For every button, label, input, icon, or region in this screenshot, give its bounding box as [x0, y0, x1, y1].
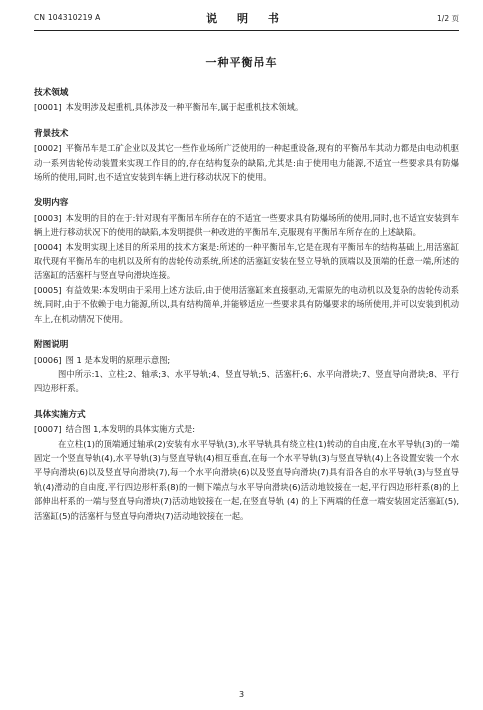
- section-heading-drawings: 附图说明: [34, 340, 69, 351]
- paragraph-0007: [34, 422, 459, 436]
- embodiment-description: 在立柱(1)的顶端通过轴承(2)安装有水平导轨(3),水平导轨具有绕立柱(1)转动的自由度,在水平导轨(3)的一端固定一个竖直导轨(4),水平导轨(3)与竖直导轨(4)相互垂直,在每一个水平导轨(3)与竖直导轨(4)上各设置安装一个水平导向滑块(6)以及竖直导向滑块(7),每一个水平向滑块(6)以及竖直导向滑块(7)具有沿各自的水平导轨(3)与竖直导轨(4)滑动的自由度,平行四边形杆系(8)的一侧下端点与水平导向滑块(6)活动地铰接在一起,平行四边形杆系(8)的上部伸出杆系的一端与竖直导向滑块(7)活动地铰接在一起,在竖直导轨 (4) 的上下两端的任意一端安装固定活塞缸(5),活塞缸(5)的活塞杆与竖直导向滑块(7)活动地铰接在一起。: [34, 438, 459, 521]
- paragraph-0004: [34, 240, 459, 283]
- section-heading-technical-field: 技术领域: [34, 88, 69, 98]
- figure-legend: 图中所示:1、立柱;2、轴承;3、水平导轨;4、竖直导轨;5、活塞杆;6、水平向滑块;7、竖直导向滑块;8、平行四边形杆系。: [34, 368, 459, 394]
- paragraph-0003: [34, 211, 459, 240]
- paragraph-text: 本发明涉及起重机,具体涉及一种平衡吊车,属于起重机技术领域。: [65, 102, 304, 113]
- paragraph-tag: [0005]: [34, 284, 62, 295]
- paragraph-tag: [0004]: [34, 241, 62, 252]
- paragraph-tag: [0003]: [34, 212, 62, 223]
- paragraph-text: 平衡吊车是工矿企业以及其它一些作业场所广泛使用的一种起重设备,现有的平衡吊车其动力都是由电动机驱动一系列齿轮传动装置来实现工作目的的,存在结构复杂的缺陷,尤其是:由于使用电力能源,不适宜一些要求具有防爆场所的使用,同时,也不适宜安装到车辆上进行移动状况下的使用。: [34, 143, 459, 183]
- page-header: [34, 10, 459, 28]
- document-body: [34, 86, 459, 523]
- paragraph-tag: [0001]: [34, 102, 62, 113]
- paragraph-0001: [34, 100, 459, 114]
- paragraph-0005: [34, 283, 459, 326]
- paragraph-text: 有益效果:本发明由于采用上述方法后,由于使用活塞缸来直接驱动,无需原先的电动机以及复杂的齿轮传动系统,同时,由于不依赖于电力能源,所以,具有结构简单,并能够适应一些要求具有防爆要求的场所使用,并可以安装到机动车上,在机动情况下使用。: [34, 284, 459, 324]
- section-heading-summary: 发明内容: [34, 198, 69, 209]
- section-heading-background: 背景技术: [34, 128, 69, 139]
- paragraph-text: 本发明实现上述目的所采用的技术方案是:所述的一种平衡吊车,它是在现有平衡吊车的结构基础上,用活塞缸取代现有平衡吊车的电机以及所有的齿轮传动系统,所述的活塞缸安装在竖立导轨的顶端以及顶端的任意一端,所述的活塞缸的活塞杆与竖直导向滑块连接。: [34, 241, 459, 281]
- paragraph-text: 本发明的目的在于:针对现有平衡吊车所存在的不适宜一些要求具有防爆场所的使用,同时,也不适宜安装到车辆上进行移动状况下的使用的缺陷,本发明提供一种改进的平衡吊车,克服现有平衡吊车所存在的上述缺陷。: [34, 212, 459, 238]
- document-title: 一种平衡吊车: [205, 56, 278, 69]
- paragraph-tag: [0006]: [34, 354, 62, 365]
- paragraph-tag: [0002]: [34, 143, 62, 154]
- page-number: 3: [238, 690, 245, 699]
- document-type: 说 明 书: [206, 12, 287, 25]
- paragraph-0006: [34, 353, 459, 367]
- paragraph-text: 结合图 1,本发明的具体实施方式是:: [65, 424, 196, 435]
- section-heading-embodiment: 具体实施方式: [34, 409, 86, 420]
- paragraph-tag: [0007]: [34, 424, 62, 435]
- header-rule: [34, 30, 459, 31]
- page-indicator: 1/2 页: [437, 14, 459, 23]
- paragraph-text: 图 1 是本发明的原理示意图;: [65, 354, 171, 365]
- publication-number: CN 104310219 A: [34, 13, 101, 22]
- paragraph-0002: [34, 141, 459, 184]
